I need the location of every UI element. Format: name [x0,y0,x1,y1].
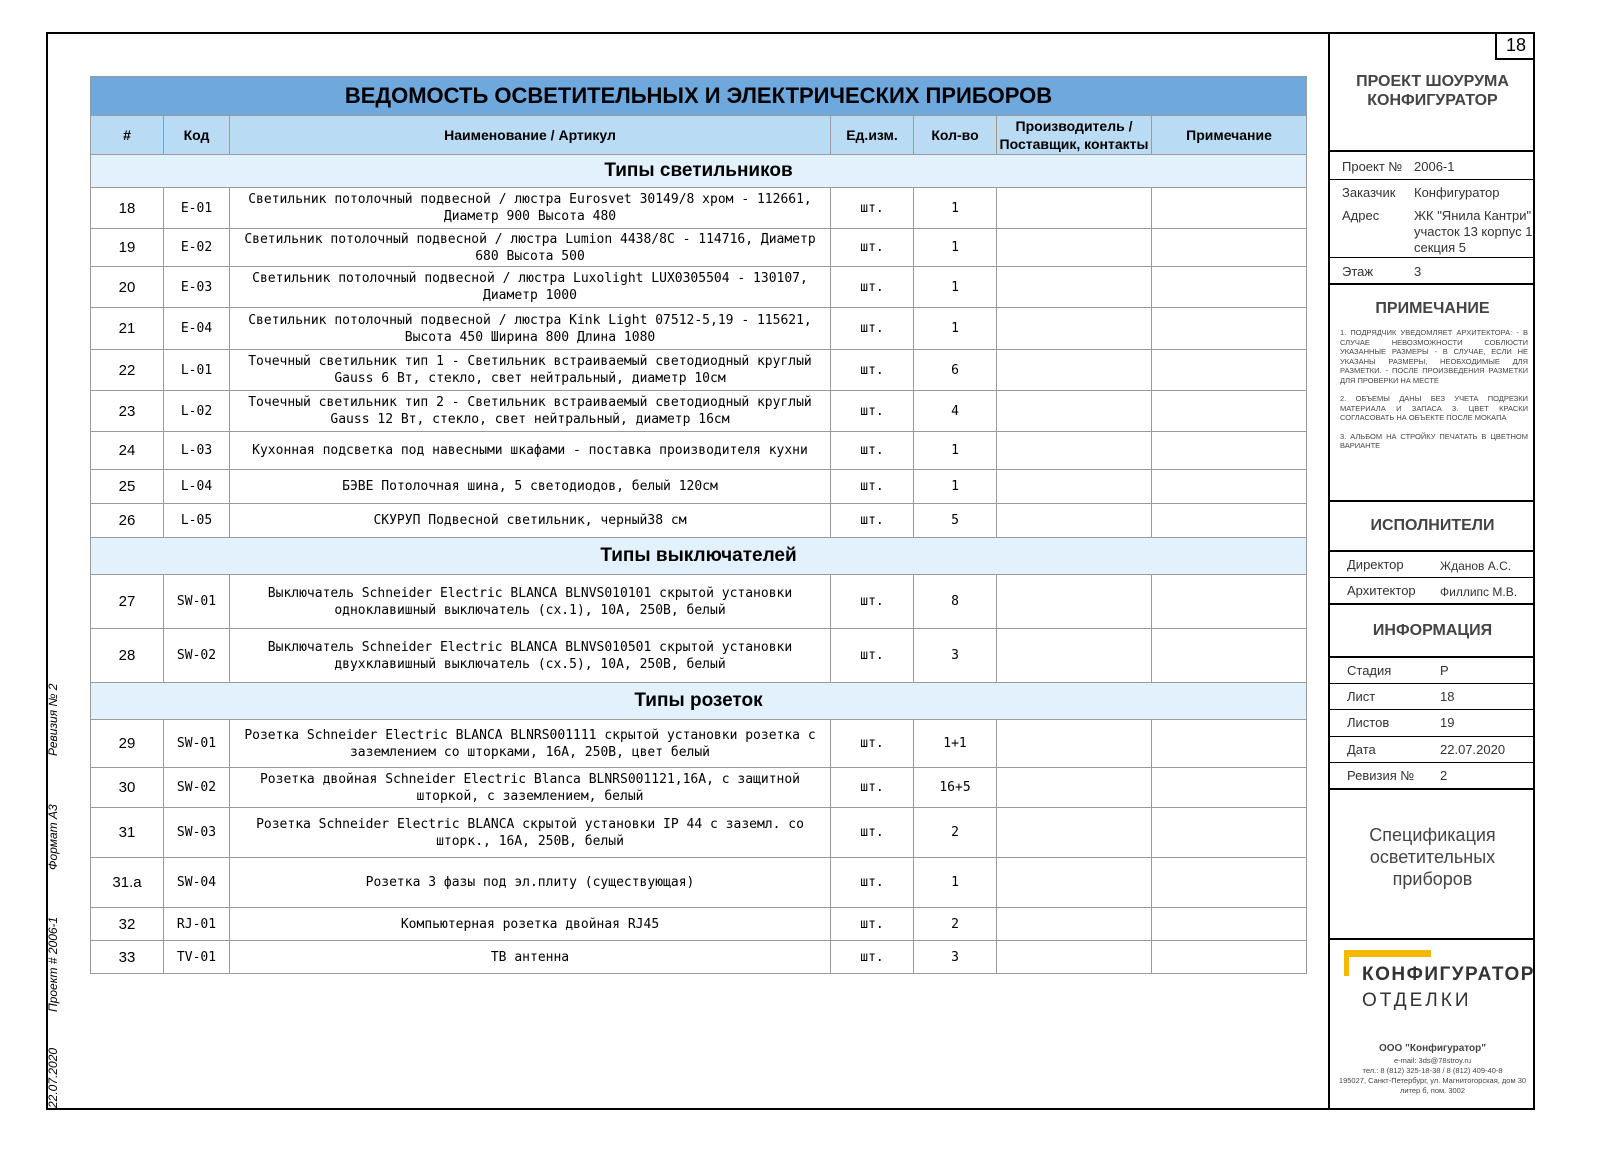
company-address: 195027, Санкт-Петербург, ул. Магнитогорская, дом 30 литер б, пом. 3002 [1338,1076,1527,1095]
cell-name: Компьютерная розетка двойная RJ45 [230,908,831,941]
cell-note [1152,350,1307,391]
info-title: ИНФОРМАЦИЯ [1372,622,1493,639]
cell-maker [997,350,1152,391]
table-row [91,350,1307,391]
cell-unit: шт. [831,432,914,470]
cell-maker [997,267,1152,308]
table-row [91,941,1307,974]
table-row [91,908,1307,941]
cell-code: E-03 [164,267,230,308]
cell-name: ТВ антенна [230,941,831,974]
cell-code: E-04 [164,308,230,350]
revision-value: 2 [1440,768,1448,783]
cell-maker [997,470,1152,504]
side-revision: Ревизия № 2 [46,683,60,756]
cell-code: E-01 [164,188,230,229]
cell-code: L-04 [164,470,230,504]
header-num: # [91,116,164,155]
section-title: Типы выключателей [91,538,1307,575]
cell-name: Розетка Schneider Electric BLANCA скрытой установки IP 44 с заземл. со шторк., 16А, 250В, белый [230,808,831,858]
cell-unit: шт. [831,941,914,974]
header-qty: Кол-во [914,116,997,155]
cell-qty: 1 [914,470,997,504]
company-name: ООО "Конфигуратор" [1379,1043,1486,1054]
cell-maker [997,308,1152,350]
date-label: Дата [1347,742,1376,757]
stage-label: Стадия [1347,663,1392,678]
cell-qty: 1 [914,188,997,229]
title-block [1328,32,1535,1110]
customer-value: Конфигуратор [1414,185,1500,200]
spec-table [90,76,1307,974]
logo-bar [1344,950,1431,957]
cell-qty: 5 [914,504,997,538]
cell-name: Розетка двойная Schneider Electric Blanca BLNRS001121,16A, с защитной шторкой, с заземлением, белый [230,768,831,808]
cell-num: 32 [91,908,164,941]
cell-maker [997,768,1152,808]
cell-note [1152,768,1307,808]
section-title: Типы розеток [91,683,1307,720]
cell-note [1152,808,1307,858]
architect-value: Филлипс М.В. [1440,585,1518,599]
cell-name: Выключатель Schneider Electric BLANCA BLNVS010501 скрытой установки двухклавишный выключатель (сх.5), 10А, 250В, белый [230,629,831,683]
header-unit: Ед.изм. [831,116,914,155]
cell-qty: 16+5 [914,768,997,808]
cell-note [1152,908,1307,941]
section-row [91,538,1307,575]
cell-unit: шт. [831,470,914,504]
table-row [91,575,1307,629]
cell-num: 27 [91,575,164,629]
cell-note [1152,941,1307,974]
table-row [91,308,1307,350]
company-phone: тел.: 8 (812) 325-18-38 / 8 (812) 409-40-8 [1362,1066,1503,1075]
cell-note [1152,229,1307,267]
cell-qty: 8 [914,575,997,629]
side-format: Формат А3 [46,804,60,870]
cell-code: TV-01 [164,941,230,974]
company-info [1330,1042,1535,1096]
cell-code: L-03 [164,432,230,470]
cell-unit: шт. [831,858,914,908]
notes-block [1340,328,1528,460]
cell-qty: 1 [914,267,997,308]
header-maker: Производитель / Поставщик, контакты [997,116,1152,155]
cell-note [1152,858,1307,908]
cell-qty: 3 [914,941,997,974]
cell-unit: шт. [831,350,914,391]
cell-qty: 1 [914,432,997,470]
sheet-description: Спецификация осветительных приборов [1369,825,1496,889]
cell-qty: 1 [914,229,997,267]
cell-qty: 2 [914,808,997,858]
cell-unit: шт. [831,267,914,308]
cell-maker [997,575,1152,629]
cell-maker [997,629,1152,683]
cell-note [1152,188,1307,229]
cell-code: RJ-01 [164,908,230,941]
spec-table-container [90,76,1306,974]
side-date: 22.07.2020 [46,1047,60,1108]
cell-unit: шт. [831,908,914,941]
note-3: 3. АЛЬБОМ НА СТРОЙКУ ПЕЧАТАТЬ В ЦВЕТНОМ ВАРИАНТЕ [1340,431,1528,450]
cell-name: БЭВЕ Потолочная шина, 5 светодиодов, белый 120см [230,470,831,504]
cell-unit: шт. [831,768,914,808]
cell-unit: шт. [831,629,914,683]
sheets-label: Листов [1347,715,1390,730]
cell-num: 18 [91,188,164,229]
cell-code: E-02 [164,229,230,267]
cell-maker [997,229,1152,267]
cell-note [1152,432,1307,470]
cell-maker [997,391,1152,432]
note-2: 2. ОБЪЕМЫ ДАНЫ БЕЗ УЧЕТА ПОДРЕЗКИ МАТЕРИАЛА И ЗАПАСА 3. ЦВЕТ КРАСКИ СОГЛАСОВАТЬ НА ОБЪЕКТЕ ПОСЛЕ МОКАПА [1340,394,1528,422]
table-row [91,504,1307,538]
table-row [91,808,1307,858]
table-row [91,858,1307,908]
revision-label: Ревизия № [1347,768,1415,783]
cell-num: 19 [91,229,164,267]
cell-unit: шт. [831,575,914,629]
logo-line1: КОНФИГУРАТОР [1362,964,1535,985]
cell-code: SW-04 [164,858,230,908]
cell-num: 31.a [91,858,164,908]
note-title: ПРИМЕЧАНИЕ [1375,300,1490,317]
cell-name: СКУРУП Подвесной светильник, черный38 см [230,504,831,538]
table-header-row [91,116,1307,155]
note-1: 1. ПОДРЯДЧИК УВЕДОМЛЯЕТ АРХИТЕКТОРА: - В СЛУЧАЕ НЕВОЗМОЖНОСТИ СОБЛЮСТИ УКАЗАННЫЕ РАЗМЕРЫ - В СЛУЧАЕ, ЕСЛИ НЕ УКАЗАНЫ РАЗМЕРЫ, НЕОБХОДИМЫЕ ДЛЯ РАЗМЕТКИ. - ПОСЛЕ ПРОИЗВЕДЕНИЯ РАЗМЕТКИ ДЛЯ ПРОВЕРКИ НА МЕСТЕ [1340,328,1528,385]
table-row [91,720,1307,768]
cell-num: 25 [91,470,164,504]
header-name: Наименование / Артикул [230,116,831,155]
address-value: ЖК "Янила Кантри" участок 13 корпус 1 секция 5 [1414,208,1533,255]
cell-maker [997,720,1152,768]
logo-line2: ОТДЕЛКИ [1362,990,1472,1011]
cell-note [1152,470,1307,504]
cell-note [1152,391,1307,432]
cell-num: 24 [91,432,164,470]
cell-maker [997,941,1152,974]
table-row [91,629,1307,683]
cell-qty: 1 [914,308,997,350]
logo-tick [1344,950,1349,976]
cell-maker [997,188,1152,229]
cell-name: Светильник потолочный подвесной / люстра Luxolight LUX0305504 - 130107, Диаметр 1000 [230,267,831,308]
cell-unit: шт. [831,308,914,350]
table-row [91,391,1307,432]
cell-num: 31 [91,808,164,858]
cell-unit: шт. [831,504,914,538]
header-note: Примечание [1152,116,1307,155]
cell-note [1152,504,1307,538]
cell-code: SW-03 [164,808,230,858]
table-row [91,432,1307,470]
sheet-label: Лист [1347,689,1376,704]
cell-num: 30 [91,768,164,808]
cell-name: Точечный светильник тип 1 - Светильник встраиваемый светодиодный круглый Gauss 6 Вт, стекло, свет нейтральный, диаметр 10см [230,350,831,391]
project-title: ПРОЕКТ ШОУРУМА КОНФИГУРАТОР [1356,73,1509,109]
director-value: Жданов А.С. [1440,559,1512,573]
cell-code: L-02 [164,391,230,432]
table-row [91,768,1307,808]
cell-name: Кухонная подсветка под навесными шкафами - поставка производителя кухни [230,432,831,470]
cell-maker [997,808,1152,858]
cell-note [1152,575,1307,629]
director-label: Директор [1347,557,1404,572]
cell-name: Светильник потолочный подвесной / люстра Lumion 4438/8C - 114716, Диаметр 680 Высота 500 [230,229,831,267]
company-logo [1344,950,1534,1020]
cell-num: 26 [91,504,164,538]
cell-unit: шт. [831,808,914,858]
company-email: e-mail: 3ds@78stroy.ru [1393,1056,1472,1065]
cell-unit: шт. [831,229,914,267]
cell-note [1152,629,1307,683]
section-row [91,683,1307,720]
table-row [91,188,1307,229]
cell-name: Точечный светильник тип 2 - Светильник встраиваемый светодиодный круглый Gauss 12 Вт, стекло, свет нейтральный, диаметр 16см [230,391,831,432]
cell-name: Светильник потолочный подвесной / люстра Eurosvet 30149/8 хром - 112661, Диаметр 900 Высота 480 [230,188,831,229]
cell-note [1152,720,1307,768]
cell-unit: шт. [831,391,914,432]
cell-num: 21 [91,308,164,350]
cell-code: SW-01 [164,575,230,629]
cell-num: 28 [91,629,164,683]
section-title: Типы светильников [91,155,1307,188]
cell-num: 33 [91,941,164,974]
page-number: 18 [1495,32,1535,60]
cell-name: Розетка Schneider Electric BLANCA BLNRS001111 скрытой установки розетка с заземлением со шторками, 16А, 250В, цвет белый [230,720,831,768]
sheets-value: 19 [1440,715,1455,730]
cell-qty: 6 [914,350,997,391]
cell-num: 29 [91,720,164,768]
project-label: Проект № [1342,159,1403,174]
table-row [91,267,1307,308]
project-value: 2006-1 [1414,159,1455,174]
table-row [91,470,1307,504]
cell-name: Выключатель Schneider Electric BLANCA BLNVS010101 скрытой установки одноклавишный выключатель (сх.1), 10А, 250В, белый [230,575,831,629]
cell-unit: шт. [831,720,914,768]
cell-num: 23 [91,391,164,432]
cell-maker [997,432,1152,470]
stage-value: Р [1440,663,1449,678]
table-title: ВЕДОМОСТЬ ОСВЕТИТЕЛЬНЫХ И ЭЛЕКТРИЧЕСКИХ ПРИБОРОВ [91,77,1307,116]
cell-code: L-05 [164,504,230,538]
section-row [91,155,1307,188]
cell-maker [997,908,1152,941]
floor-label: Этаж [1342,264,1374,279]
cell-qty: 3 [914,629,997,683]
table-row [91,229,1307,267]
cell-num: 22 [91,350,164,391]
architect-label: Архитектор [1347,583,1416,598]
cell-code: L-01 [164,350,230,391]
cell-maker [997,504,1152,538]
cell-qty: 2 [914,908,997,941]
cell-num: 20 [91,267,164,308]
cell-note [1152,308,1307,350]
cell-note [1152,267,1307,308]
date-value: 22.07.2020 [1440,742,1506,757]
customer-label: Заказчик [1342,185,1396,200]
address-label: Адрес [1342,208,1380,223]
cell-code: SW-02 [164,768,230,808]
cell-name: Розетка 3 фазы под эл.плиту (существующая) [230,858,831,908]
cell-unit: шт. [831,188,914,229]
side-project: Проект # 2006-1 [46,916,60,1012]
header-code: Код [164,116,230,155]
cell-code: SW-01 [164,720,230,768]
cell-qty: 1 [914,858,997,908]
cell-maker [997,858,1152,908]
floor-value: 3 [1414,264,1422,279]
cell-qty: 4 [914,391,997,432]
cell-qty: 1+1 [914,720,997,768]
sheet-value: 18 [1440,689,1455,704]
cell-name: Светильник потолочный подвесной / люстра Kink Light 07512-5,19 - 115621, Высота 450 Ширина 800 Длина 1080 [230,308,831,350]
cell-code: SW-02 [164,629,230,683]
executors-title: ИСПОЛНИТЕЛИ [1370,517,1495,534]
